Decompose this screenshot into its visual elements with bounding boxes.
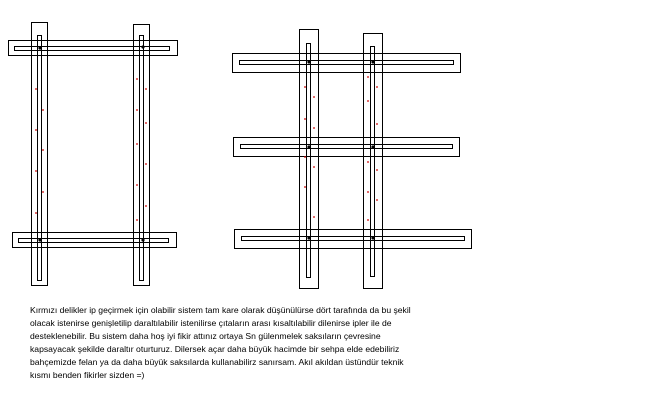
description-line: kapsayacak şekilde daraltır oturturuz. Dilersek açar daha büyük hacimde bir sehpa elde edebiliriz xyxy=(30,344,400,354)
right-frame-crossbar-middle-outer xyxy=(234,138,460,157)
left-frame-joint-tr xyxy=(141,45,144,48)
description-line: kısmı benden fikirler sizden =) xyxy=(30,370,145,380)
right-frame-joint-mid-right xyxy=(371,145,374,148)
right-frame-upright-left-slot xyxy=(307,44,311,278)
description-text xyxy=(30,304,470,382)
left-frame-upright-right-outer xyxy=(134,25,150,286)
left-frame-upright-left-outer xyxy=(32,23,48,286)
left-frame xyxy=(9,23,178,286)
left-frame-upright-left-slot xyxy=(38,36,42,281)
right-frame-upright-left-outer xyxy=(300,30,319,289)
right-frame-joint-top-left xyxy=(307,60,310,63)
description-line: olacak istenirse genişletilip daraltılabilir istenilirse çıtaların arası kısaltılabilir dilenirse ipler ile de xyxy=(30,318,392,328)
left-frame-upright-right-slot xyxy=(140,36,144,281)
right-frame-joint-mid-left xyxy=(307,145,310,148)
left-frame-joint-bl xyxy=(38,238,41,241)
right-frame xyxy=(233,30,472,289)
left-frame-rope-holes xyxy=(35,78,147,221)
right-frame-joint-bot-right xyxy=(371,236,374,239)
left-frame-joint-br xyxy=(141,238,144,241)
right-frame-crossbar-top-slot xyxy=(240,61,454,65)
left-frame-joint-tl xyxy=(38,46,41,49)
right-frame-upright-right-outer xyxy=(364,34,383,289)
left-frame-crossbar-top-outer xyxy=(9,41,178,56)
right-frame-joint-top-right xyxy=(371,60,374,63)
right-frame-crossbar-bottom-slot xyxy=(242,237,465,241)
description-line: desteklenebilir. Bu sistem daha hoş iyi fikir attınız ortaya Sn gülenmelek saksıların çevresine xyxy=(30,331,381,341)
right-frame-crossbar-bottom-outer xyxy=(235,230,472,249)
description-line: Kırmızı delikler ip geçirmek için olabilir sistem tam kare olarak düşünülürse dört tarafında da bu şekil xyxy=(30,305,411,315)
right-frame-crossbar-top-outer xyxy=(233,54,461,73)
right-frame-crossbar-middle-slot xyxy=(241,145,453,149)
description-line: bahçemizde felan ya da daha büyük saksılarda kullanabilirz sanırsam. Akıl akıldan üstündür teknik xyxy=(30,357,404,367)
right-frame-upright-right-slot xyxy=(371,47,375,277)
right-frame-joint-bot-left xyxy=(307,236,310,239)
